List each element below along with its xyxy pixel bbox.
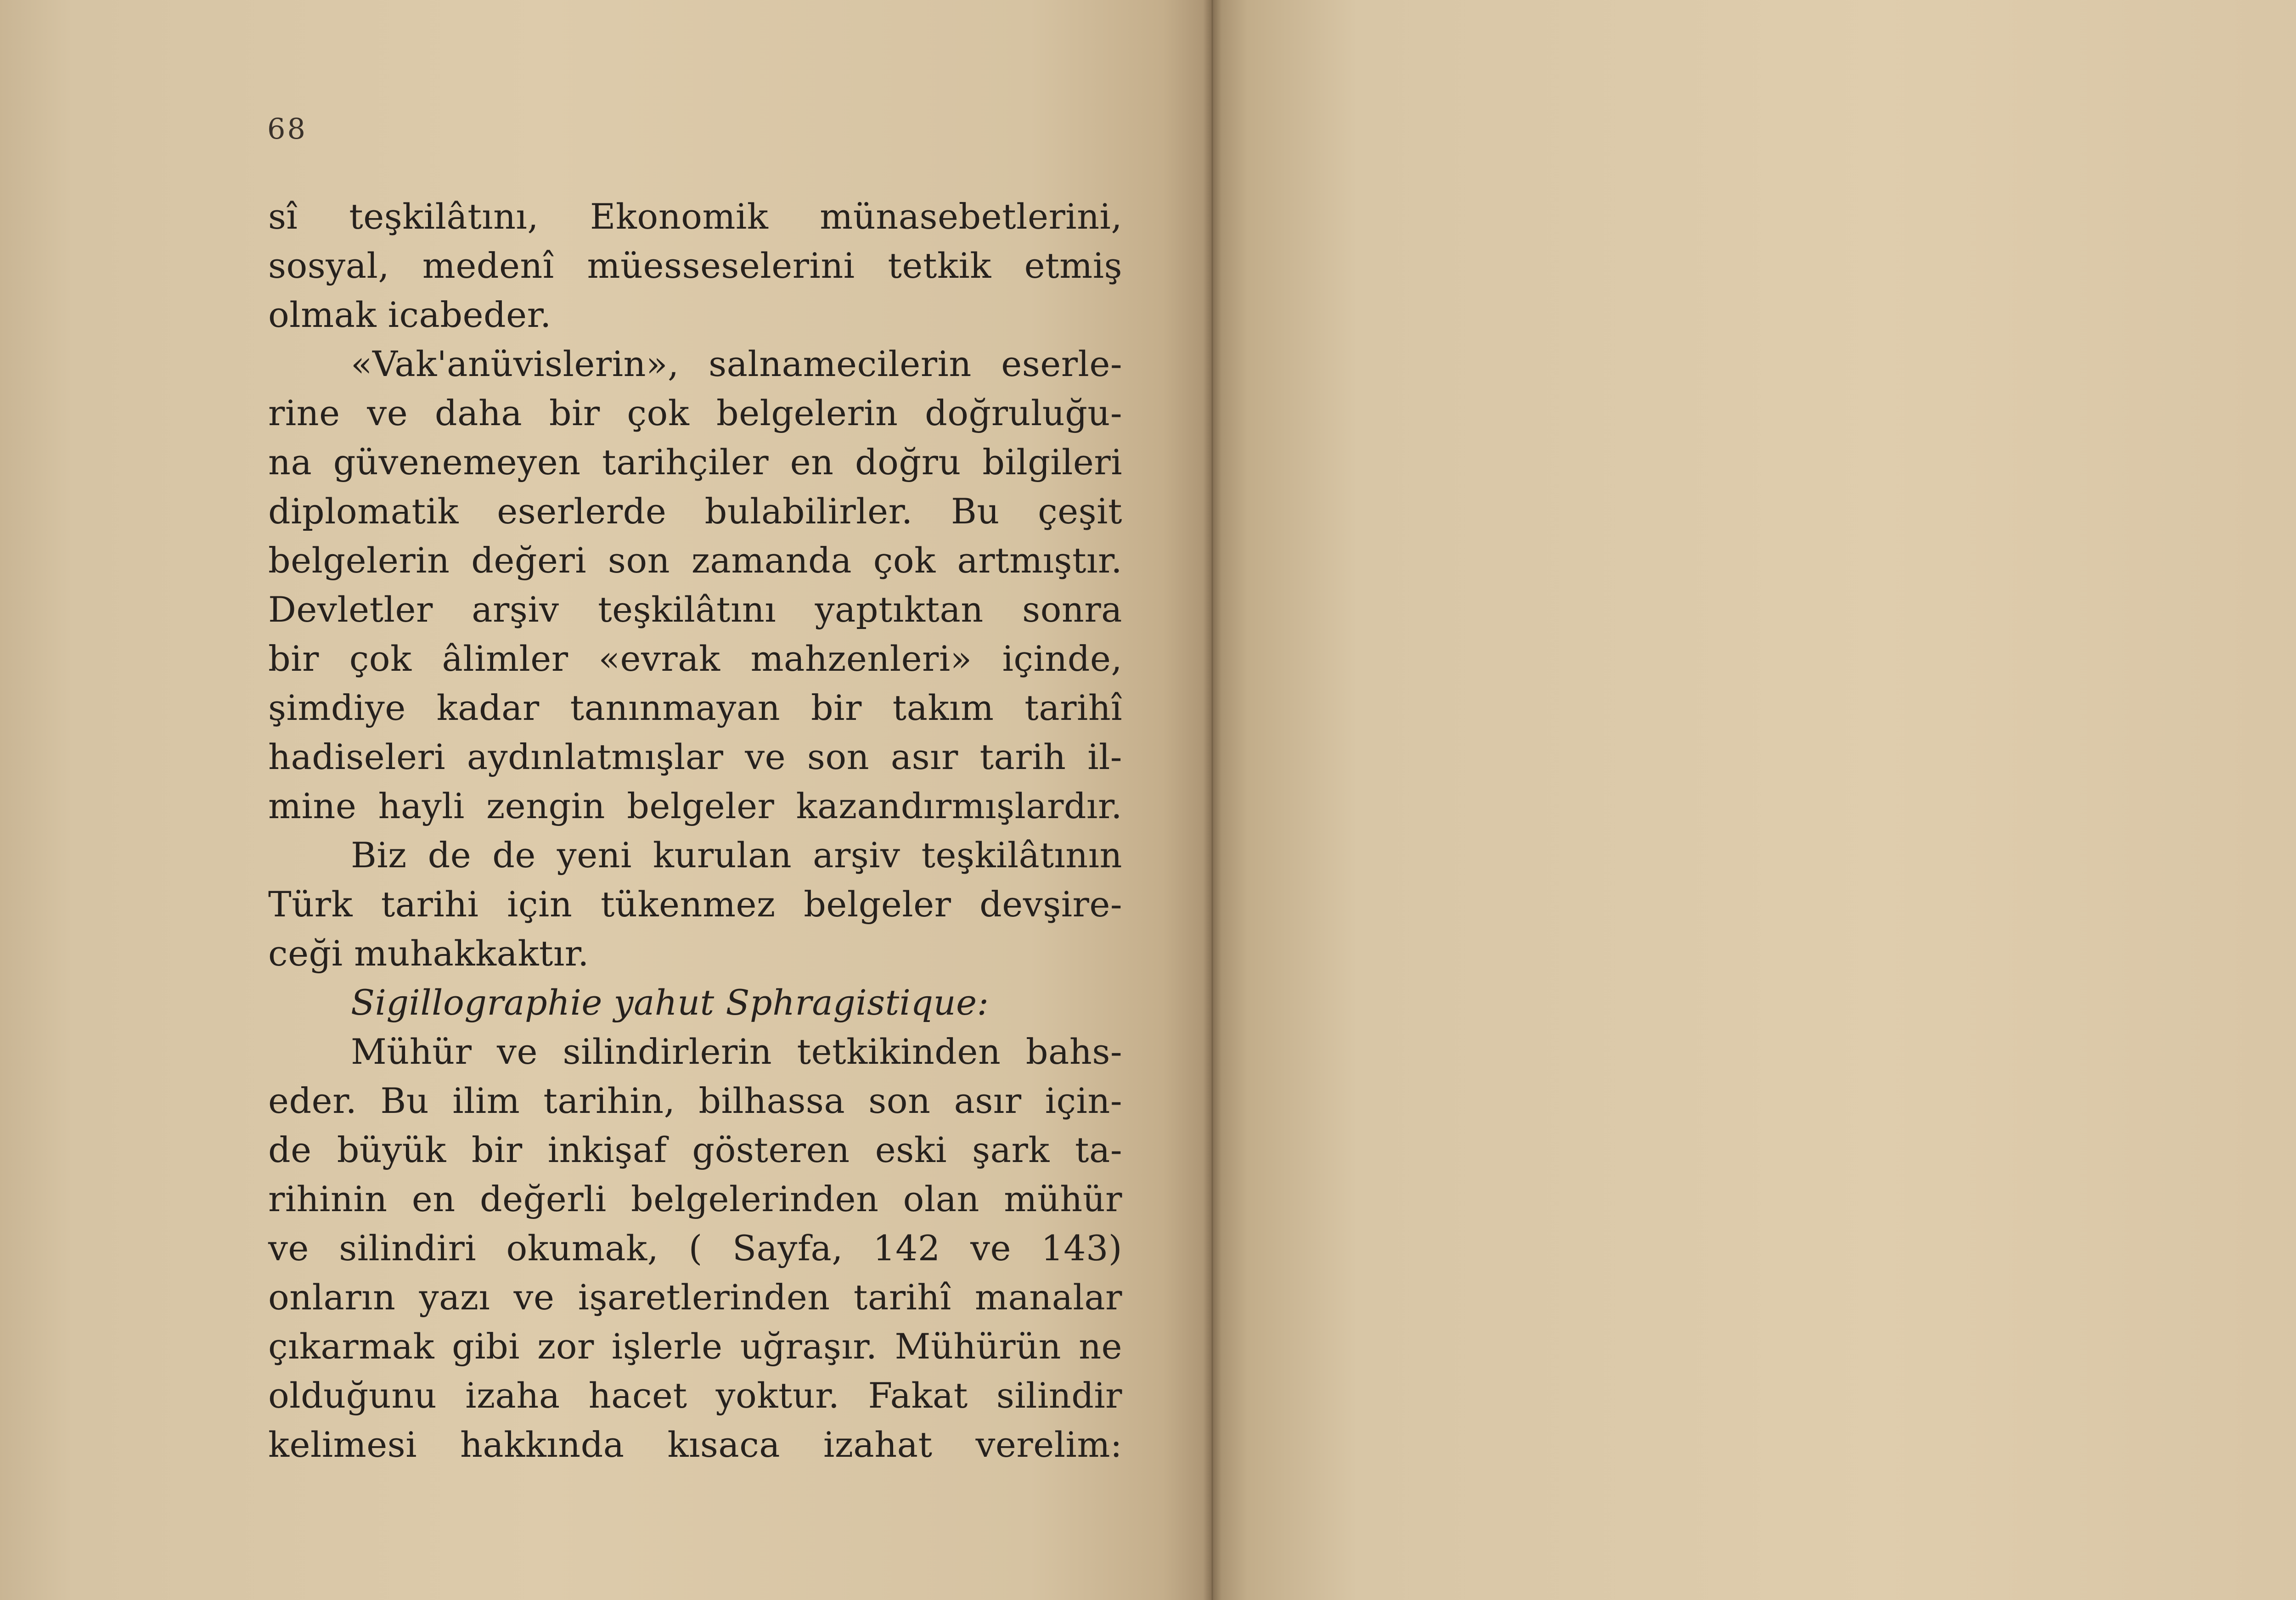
text-line: sî teşkilâtını, Ekonomik münasebetlerini, [268, 196, 1122, 237]
text-line: rihinin en değerli belgelerinden olan mühür [268, 1179, 1122, 1219]
text-line: bir çok âlimler «evrak mahzenleri» içinde, [268, 638, 1122, 679]
text-line: onların yazı ve işaretlerinden tarihî manalar [268, 1277, 1122, 1318]
text-line: «Vak'anüvislerin», salnamecilerin eserle- [351, 343, 1122, 384]
text-line: olmak icabeder. [268, 294, 551, 335]
text-line: diplomatik eserlerde bulabilirler. Bu çeşit [268, 491, 1122, 532]
text-line: Türk tarihi için tükenmez belgeler devşire- [268, 884, 1122, 925]
text-line: rine ve daha bir çok belgelerin doğruluğu- [268, 393, 1122, 433]
book-gutter [1203, 0, 1221, 1600]
text-line: ceği muhakkaktır. [268, 933, 589, 974]
text-line: belgelerin değeri son zamanda çok artmıştır. [268, 540, 1122, 581]
text-line: Biz de de yeni kurulan arşiv teşkilâtının [351, 835, 1122, 876]
text-line: şimdiye kadar tanınmayan bir takım tarihî [268, 687, 1122, 728]
text-line: olduğunu izaha hacet yoktur. Fakat silindir [268, 1375, 1122, 1416]
text-line: kelimesi hakkında kısaca izahat verelim: [268, 1424, 1122, 1465]
section-heading: Sigillographie yahut Sphragistique: [351, 982, 989, 1023]
text-line: sosyal, medenî müesseselerini tetkik etmiş [268, 245, 1122, 286]
text-line: na güvenemeyen tarihçiler en doğru bilgileri [268, 442, 1122, 483]
page-number-left: 68 [267, 112, 307, 146]
text-line: çıkarmak gibi zor işlerle uğraşır. Mühürün ne [268, 1326, 1122, 1367]
text-line: hadiseleri aydınlatmışlar ve son asır tarih il- [268, 736, 1122, 777]
text-line: mine hayli zengin belgeler kazandırmışlardır. [268, 786, 1122, 826]
text-line: Mühür ve silindirlerin tetkikinden bahs- [351, 1031, 1122, 1072]
text-line: Devletler arşiv teşkilâtını yaptıktan sonra [268, 589, 1122, 630]
text-line: ve silindiri okumak, ( Sayfa, 142 ve 143) [268, 1228, 1122, 1269]
text-line: de büyük bir inkişaf gösteren eski şark ta- [268, 1129, 1122, 1170]
text-line: eder. Bu ilim tarihin, bilhassa son asır için- [268, 1080, 1122, 1121]
left-page-text [268, 192, 1122, 1469]
right-page [1211, 0, 2296, 1600]
